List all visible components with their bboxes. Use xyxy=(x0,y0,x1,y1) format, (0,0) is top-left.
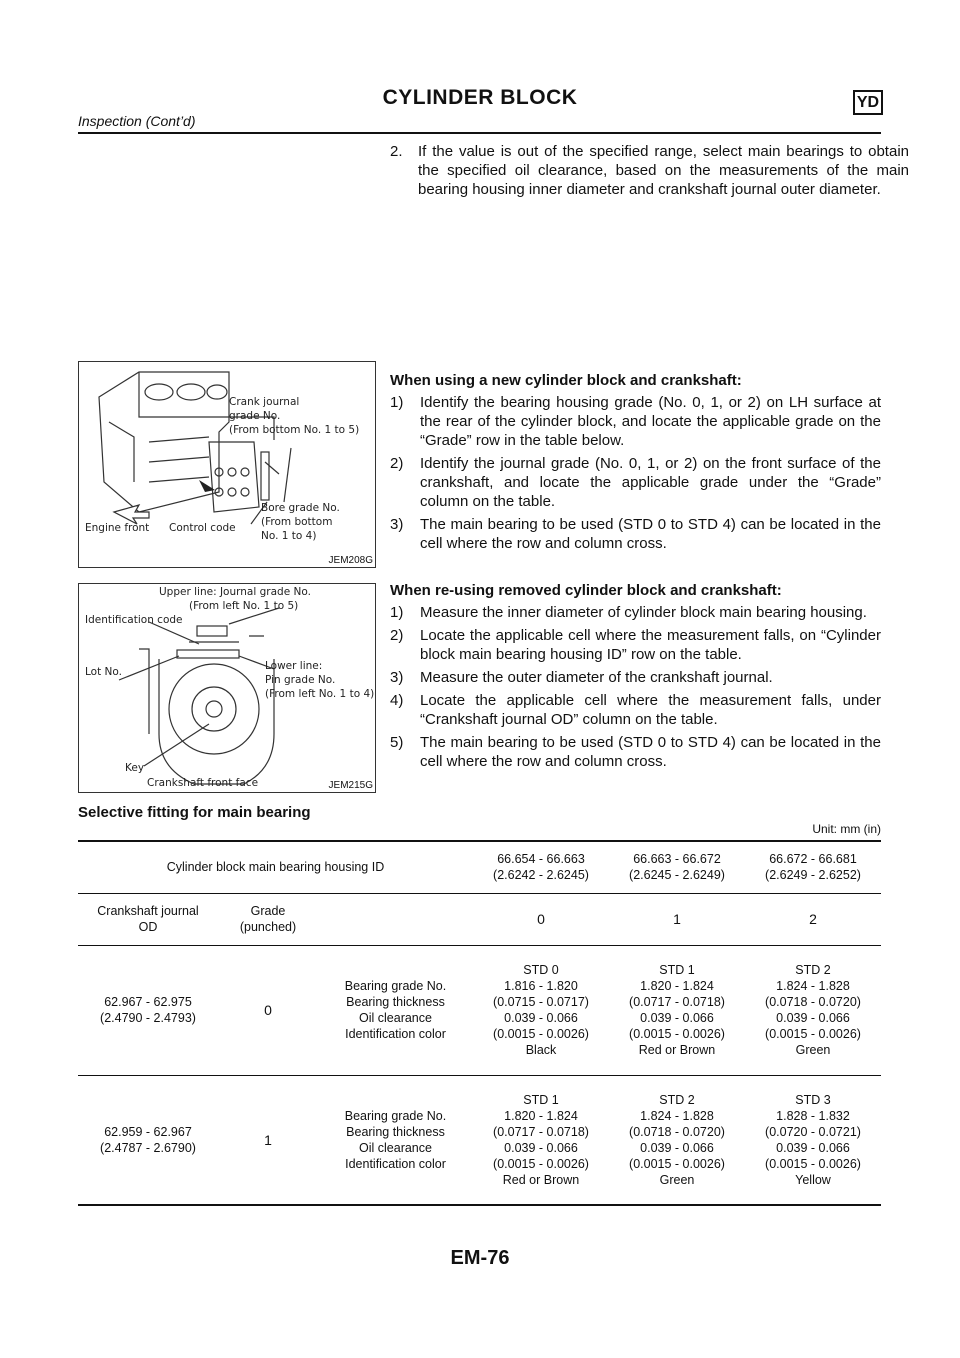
bearing-cell xyxy=(609,945,745,1075)
page-title: CYLINDER BLOCK xyxy=(382,86,578,109)
label-bore-from: (From bottom xyxy=(261,516,333,528)
bearing-cell xyxy=(609,1075,745,1205)
bearing-thickness-in: (0.0717 - 0.0718) xyxy=(629,995,725,1009)
housing-col xyxy=(473,841,609,893)
housing-mm: 66.654 - 66.663 xyxy=(497,852,585,867)
item-labels xyxy=(318,1075,473,1205)
step-text: The main bearing to be used (STD 0 to STD 4) can be located in the cell where the row and column cross. xyxy=(420,734,881,770)
item-labels xyxy=(318,945,473,1075)
table-grade-row xyxy=(78,893,881,945)
grade-col: 2 xyxy=(745,893,881,945)
label-pin-grade: Pin grade No. xyxy=(265,674,336,686)
page-number: EM-76 xyxy=(450,1247,510,1269)
housing-col xyxy=(745,841,881,893)
journal-od xyxy=(78,1075,218,1205)
oil-clearance-in: (0.0015 - 0.0026) xyxy=(765,1027,861,1041)
label-control-code: Control code xyxy=(169,522,236,534)
step-item xyxy=(390,733,881,771)
step-number: 3) xyxy=(390,669,404,686)
bearing-thickness-mm: 1.816 - 1.820 xyxy=(504,979,578,993)
bearing-thickness-mm: 1.820 - 1.824 xyxy=(640,979,714,993)
housing-mm: 66.672 - 66.681 xyxy=(769,852,857,867)
identification-color: Black xyxy=(525,1043,557,1057)
bearing-thickness-in: (0.0715 - 0.0717) xyxy=(493,995,589,1009)
bearing-std: STD 2 xyxy=(795,963,831,977)
oil-clearance-in: (0.0015 - 0.0026) xyxy=(493,1156,589,1171)
table-unit: Unit: mm (in) xyxy=(812,822,881,836)
item-label: Oil clearance xyxy=(359,1011,432,1025)
label-identification-code: Identification code xyxy=(85,614,183,626)
item-label: Bearing grade No. xyxy=(344,1108,447,1123)
bearing-std: STD 2 xyxy=(659,1092,695,1107)
page-subtitle: Inspection (Cont’d) xyxy=(78,113,196,129)
table-row xyxy=(78,945,881,1075)
identification-color: Yellow xyxy=(795,1172,831,1187)
step-item xyxy=(390,668,881,687)
oil-clearance-mm: 0.039 - 0.066 xyxy=(640,1011,714,1025)
step-text: Identify the bearing housing grade (No. 0, 1, or 2) on LH surface at the rear of the cylinder block, and locate the applicable grade on the “Grade” row in the table below. xyxy=(420,394,881,449)
grade-col: 1 xyxy=(609,893,745,945)
label-crank-journal: Crank journal xyxy=(229,396,300,408)
grade-label-line2: (punched) xyxy=(239,920,297,934)
bearing-thickness-mm: 1.824 - 1.828 xyxy=(640,1108,714,1123)
section-reuse-heading: When re-using removed cylinder block and crankshaft: xyxy=(390,582,782,599)
cylinder-block-illustration xyxy=(79,362,375,567)
label-from-bottom-1-5: (From bottom No. 1 to 5) xyxy=(229,424,360,436)
journal-od xyxy=(78,945,218,1075)
step-number: 4) xyxy=(390,692,404,709)
table-title: Selective fitting for main bearing xyxy=(78,804,311,821)
step-item xyxy=(390,515,881,553)
journal-label-line2: OD xyxy=(138,920,158,934)
section-reuse-block xyxy=(390,581,881,775)
bearing-thickness-in: (0.0717 - 0.0718) xyxy=(493,1124,589,1139)
selective-fitting-table xyxy=(78,840,881,1206)
step-item xyxy=(390,691,881,729)
figure-code: JEM208G xyxy=(328,555,373,566)
journal-label-line1: Crankshaft journal xyxy=(97,904,199,918)
label-bore-grade: Bore grade No. xyxy=(261,502,340,514)
item-label: Identification color xyxy=(345,1156,446,1171)
housing-in: (2.6242 - 2.6245) xyxy=(493,868,589,883)
label-crankshaft-front-face: Crankshaft front face xyxy=(147,777,259,789)
bearing-cell xyxy=(473,945,609,1075)
bearing-cell xyxy=(745,1075,881,1205)
housing-in: (2.6245 - 2.6249) xyxy=(629,868,725,883)
step-item xyxy=(390,603,881,622)
housing-in: (2.6249 - 2.6252) xyxy=(765,868,861,883)
step-number: 3) xyxy=(390,516,404,533)
label-lot-no: Lot No. xyxy=(85,666,122,678)
step-number: 1) xyxy=(390,604,404,621)
step-text: Measure the outer diameter of the crankshaft journal. xyxy=(420,669,773,686)
label-upper-line: Upper line: Journal grade No. xyxy=(159,586,311,598)
figure-crankshaft-grades xyxy=(78,583,376,793)
bearing-std: STD 0 xyxy=(523,963,559,977)
header-divider xyxy=(78,132,881,134)
step-text: The main bearing to be used (STD 0 to STD 4) can be located in the cell where the row and column cross. xyxy=(420,516,881,552)
oil-clearance-in: (0.0015 - 0.0026) xyxy=(765,1156,861,1171)
oil-clearance-in: (0.0015 - 0.0026) xyxy=(493,1027,589,1041)
bearing-thickness-in: (0.0718 - 0.0720) xyxy=(629,1124,725,1139)
step-item xyxy=(390,626,881,664)
step-item xyxy=(390,454,881,511)
bearing-thickness-mm: 1.820 - 1.824 xyxy=(504,1108,578,1123)
identification-color: Red or Brown xyxy=(638,1043,716,1057)
bearing-cell xyxy=(745,945,881,1075)
item-label: Bearing thickness xyxy=(346,995,445,1009)
housing-mm: 66.663 - 66.672 xyxy=(633,852,721,867)
bearing-std: STD 1 xyxy=(523,1092,559,1107)
step-text: Locate the applicable cell where the measurement falls, under “Crankshaft journal OD” column on the table. xyxy=(420,692,881,728)
bearing-std: STD 1 xyxy=(659,963,695,977)
label-lower-line: Lower line: xyxy=(265,660,323,672)
step-text: Locate the applicable cell where the measurement falls, on “Cylinder block main bearing housing ID” row on the table. xyxy=(420,627,881,663)
intro-step-number: 2. xyxy=(390,143,403,160)
grade-label-line1: Grade xyxy=(250,904,286,918)
step-number: 1) xyxy=(390,394,404,411)
label-upper-from: (From left No. 1 to 5) xyxy=(189,600,299,612)
figure-cylinder-block-grades xyxy=(78,361,376,568)
label-grade-no: grade No. xyxy=(229,410,281,422)
item-label: Bearing thickness xyxy=(346,1124,445,1139)
oil-clearance-mm: 0.039 - 0.066 xyxy=(776,1011,850,1025)
intro-step-text: If the value is out of the specified range, select main bearings to obtain the specified oil clearance, based on the measurements of the main bearing housing inner diameter and crankshaft journal outer diameter. xyxy=(418,143,909,198)
oil-clearance-mm: 0.039 - 0.066 xyxy=(504,1011,578,1025)
empty-cell xyxy=(318,893,473,945)
label-pin-from: (From left No. 1 to 4) xyxy=(265,688,375,700)
oil-clearance-mm: 0.039 - 0.066 xyxy=(776,1140,850,1155)
bearing-thickness-mm: 1.824 - 1.828 xyxy=(776,979,850,993)
step-number: 2) xyxy=(390,627,404,644)
step-text: Measure the inner diameter of cylinder block main bearing housing. xyxy=(420,604,867,621)
table-header-row xyxy=(78,841,881,893)
section-new-heading: When using a new cylinder block and crankshaft: xyxy=(390,372,742,389)
od-mm: 62.967 - 62.975 xyxy=(104,995,192,1009)
journal-grade: 0 xyxy=(218,945,318,1075)
housing-col xyxy=(609,841,745,893)
oil-clearance-mm: 0.039 - 0.066 xyxy=(504,1140,578,1155)
grade-col: 0 xyxy=(473,893,609,945)
od-in: (2.4790 - 2.4793) xyxy=(100,1011,196,1025)
label-bore-no: No. 1 to 4) xyxy=(261,530,317,542)
identification-color: Red or Brown xyxy=(502,1172,580,1187)
step-number: 2) xyxy=(390,455,404,472)
bearing-cell xyxy=(473,1075,609,1205)
item-label: Oil clearance xyxy=(359,1140,432,1155)
item-label: Bearing grade No. xyxy=(344,979,447,993)
oil-clearance-in: (0.0015 - 0.0026) xyxy=(629,1156,725,1171)
label-engine-front: Engine front xyxy=(85,522,150,534)
od-in: (2.4787 - 2.6790) xyxy=(100,1140,196,1155)
identification-color: Green xyxy=(659,1172,695,1187)
oil-clearance-mm: 0.039 - 0.066 xyxy=(640,1140,714,1155)
engine-badge: YD xyxy=(853,90,883,115)
step-number: 5) xyxy=(390,734,404,751)
bearing-thickness-mm: 1.828 - 1.832 xyxy=(776,1108,850,1123)
bearing-thickness-in: (0.0720 - 0.0721) xyxy=(765,1124,861,1139)
table-row xyxy=(78,1075,881,1205)
identification-color: Green xyxy=(795,1043,831,1057)
item-label: Identification color xyxy=(345,1027,446,1041)
oil-clearance-in: (0.0015 - 0.0026) xyxy=(629,1027,725,1041)
grade-label xyxy=(218,893,318,945)
intro-step xyxy=(390,142,909,199)
housing-id-label: Cylinder block main bearing housing ID xyxy=(166,860,385,875)
bearing-std: STD 3 xyxy=(795,1092,831,1107)
journal-od-label xyxy=(78,893,218,945)
od-mm: 62.959 - 62.967 xyxy=(104,1124,192,1139)
label-key: Key xyxy=(125,762,145,774)
step-text: Identify the journal grade (No. 0, 1, or 2) on the front surface of the crankshaft, and locate the applicable grade under the “Grade” column on the table. xyxy=(420,455,881,510)
section-new-block xyxy=(390,371,881,557)
bearing-thickness-in: (0.0718 - 0.0720) xyxy=(765,995,861,1009)
journal-grade: 1 xyxy=(218,1075,318,1205)
step-item xyxy=(390,393,881,450)
figure-code: JEM215G xyxy=(328,780,373,791)
